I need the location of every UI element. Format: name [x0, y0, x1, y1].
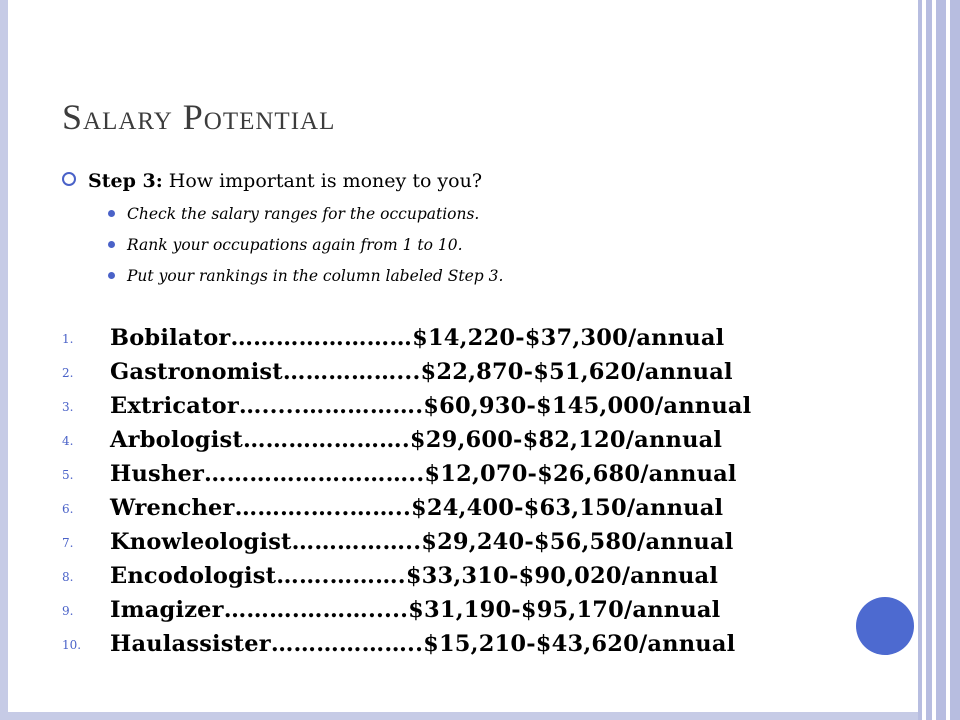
occupation-item: 7. Knowleologist……………..$29,240-$56,580/annual [62, 529, 734, 555]
dot-bullet-icon [108, 241, 115, 248]
occupation-item: 1. Bobilator……………………$14,220-$37,300/annual [62, 325, 725, 351]
occupation-item: 9. Imagizer……….……….....$31,190-$95,170/annual [62, 597, 721, 623]
instruction-item: Put your rankings in the column labeled Step 3. [108, 267, 503, 298]
circle-bullet-icon [62, 172, 76, 186]
occupation-item: 8. Encodologist…….……….$33,310-$90,020/annual [62, 563, 719, 589]
occupation-item: 6. Wrencher……….…..……..$24,400-$63,150/annual [62, 495, 724, 521]
slide-title: Salary Potential [62, 97, 336, 137]
occupation-item: 3. Extricator….....…………….$60,930-$145,000/annual [62, 393, 752, 419]
occupation-item: 10. Haulassister………………..$15,210-$43,620/annual [62, 631, 736, 657]
decorative-stripes [918, 0, 960, 720]
occupation-list [62, 323, 751, 663]
left-border [0, 0, 8, 720]
instruction-item: Rank your occupations again from 1 to 10. [108, 236, 503, 267]
dot-bullet-icon [108, 210, 115, 217]
occupation-item: 4. Arbologist………………….$29,600-$82,120/annual [62, 427, 723, 453]
instructions-list [108, 205, 503, 298]
step-heading [62, 170, 482, 192]
dot-bullet-icon [108, 272, 115, 279]
step-label: Step 3: [88, 170, 163, 192]
step-text: How important is money to you? [162, 170, 483, 192]
decorative-circle [856, 597, 914, 655]
bottom-border [0, 712, 960, 720]
occupation-item: 5. Husher………………………..$12,070-$26,680/annual [62, 461, 737, 487]
instruction-item: Check the salary ranges for the occupations. [108, 205, 503, 236]
occupation-item: 2. Gastronomist……………...$22,870-$51,620/annual [62, 359, 733, 385]
